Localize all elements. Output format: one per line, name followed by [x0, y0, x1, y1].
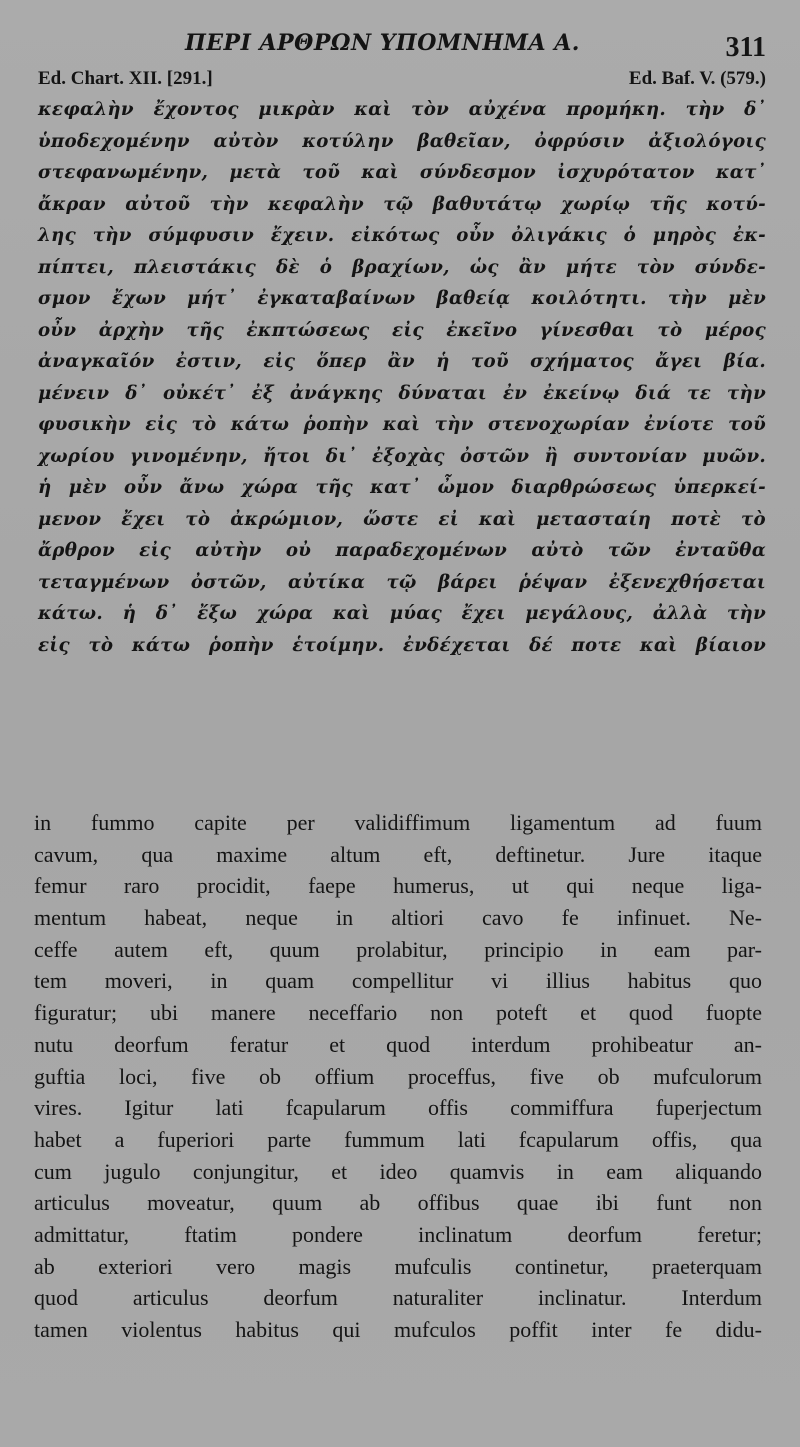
edition-basel-reference: Ed. Baf. V. (579.): [628, 68, 766, 89]
greek-text-line: λης τὴν σύμφυσιν ἔχειν. εἰκότως οὖν ὀλιγάκις ὁ μηρὸς ἐκ-: [38, 225, 766, 246]
running-head: [0, 30, 800, 63]
latin-text-line: mentum habeat, neque in altiori cavo fe infinuet. Ne-: [34, 905, 762, 931]
latin-text-line: femur raro procidit, faepe humerus, ut qui neque liga-: [34, 873, 762, 899]
latin-text-line: tem moveri, in quam compellitur vi illius habitus quo: [34, 968, 762, 994]
greek-text-line: φυσικὴν εἰς τὸ κάτω ῥοπὴν καὶ τὴν στενοχωρίαν ἐνίοτε τοῦ: [38, 414, 766, 435]
page-number: 311: [725, 32, 766, 63]
greek-text-line: ἄκραν αὐτοῦ τὴν κεφαλὴν τῷ βαθυτάτῳ χωρίῳ τῆς κοτύ-: [38, 193, 766, 215]
latin-text-line: vires. Igitur lati fcapularum offis commiffura fuperjectum: [34, 1095, 762, 1121]
greek-text-line: στεφανωμένην, μετὰ τοῦ καὶ σύνδεσμον ἰσχυρότατον κατ᾽: [38, 162, 766, 183]
latin-text-line: nutu deorfum feratur et quod interdum prohibeatur an-: [34, 1031, 762, 1057]
latin-text-line: habet a fuperiori parte fummum lati fcapularum offis, qua: [34, 1126, 762, 1152]
greek-text-line: ὑποδεχομένην αὐτὸν κοτύλην βαθεῖαν, ὀφρύσιν ἀξιολόγοις: [38, 130, 766, 152]
latin-text-line: articulus moveatur, quum ab offibus quae ibi funt non: [34, 1190, 762, 1216]
greek-text-line: εἰς τὸ κάτω ῥοπὴν ἑτοίμην. ἐνδέχεται δέ ποτε καὶ βίαιον: [38, 634, 766, 656]
greek-text-block: [38, 94, 766, 661]
edition-reference-line: [38, 68, 766, 94]
latin-text-line: quod articulus deorfum naturaliter inclinatur. Interdum: [34, 1285, 762, 1311]
greek-text-line: μένειν δ᾽ οὐκέτ᾽ ἐξ ἀνάγκης δύναται ἐν ἐκείνῳ διά τε τὴν: [38, 382, 766, 404]
latin-text-line: figuratur; ubi manere neceffario non poteft et quod fuopte: [34, 1000, 762, 1026]
greek-text-line: κεφαλὴν ἔχοντος μικρὰν καὶ τὸν αὐχένα προμήκη. τὴν δ᾽: [38, 99, 766, 120]
latin-text-line: cum jugulo conjungitur, et ideo quamvis in eam aliquando: [34, 1158, 762, 1184]
greek-text-line: πίπτει, πλειστάκις δὲ ὁ βραχίων, ὡς ἂν μήτε τὸν σύνδε-: [38, 256, 766, 278]
greek-text-line: οὖν ἀρχὴν τῆς ἐκπτώσεως εἰς ἐκεῖνο γίνεσθαι τὸ μέρος: [38, 319, 766, 341]
greek-text-line: κάτω. ἡ δ᾽ ἔξω χώρα καὶ μύας ἔχει μεγάλους, ἀλλὰ τὴν: [38, 603, 766, 624]
greek-text-line: σμον ἔχων μήτ᾽ ἐγκαταβαίνων βαθείᾳ κοιλότητι. τὴν μὲν: [38, 288, 766, 309]
greek-text-line: μενον ἔχει τὸ ἀκρώμιον, ὥστε εἰ καὶ μετασταίη ποτὲ τὸ: [38, 508, 766, 530]
greek-text-line: χωρίου γινομένην, ἤτοι δι᾽ ἐξοχὰς ὀστῶν ἢ συντονίαν μυῶν.: [38, 445, 766, 467]
latin-text-line: ceffe autem eft, quum prolabitur, principio in eam par-: [34, 936, 762, 962]
greek-text-line: ἄρθρον εἰς αὐτὴν οὐ παραδεχομένων αὐτὸ τῶν ἐνταῦθα: [38, 540, 766, 561]
running-title: ΠΕΡΙ ΑΡΘΡΩΝ ΥΠΟΜΝΗΜΑ Α.: [185, 30, 580, 56]
latin-text-line: in fummo capite per validiffimum ligamentum ad fuum: [34, 810, 762, 835]
latin-text-line: ab exteriori vero magis mufculis continetur, praeterquam: [34, 1253, 762, 1279]
latin-text-line: tamen violentus habitus qui mufculos poffit inter fe didu-: [34, 1317, 762, 1342]
latin-text-block: [34, 807, 762, 1346]
greek-text-line: τεταγμένων ὀστῶν, αὐτίκα τῷ βάρει ῥέψαν ἐξενεχθήσεται: [38, 571, 766, 593]
latin-text-line: admittatur, ftatim pondere inclinatum deorfum feretur;: [34, 1221, 762, 1247]
greek-text-line: ἡ μὲν οὖν ἄνω χώρα τῆς κατ᾽ ὦμον διαρθρώσεως ὑπερκεί-: [38, 477, 766, 498]
greek-text-line: ἀναγκαῖόν ἐστιν, εἰς ὅπερ ἂν ἡ τοῦ σχήματος ἄγει βία.: [38, 351, 766, 372]
latin-text-line: guftia loci, five ob offium proceffus, five ob mufculorum: [34, 1063, 762, 1089]
latin-text-line: cavum, qua maxime altum eft, deftinetur. Jure itaque: [34, 841, 762, 867]
edition-chartier-reference: Ed. Chart. XII. [291.]: [38, 68, 213, 89]
